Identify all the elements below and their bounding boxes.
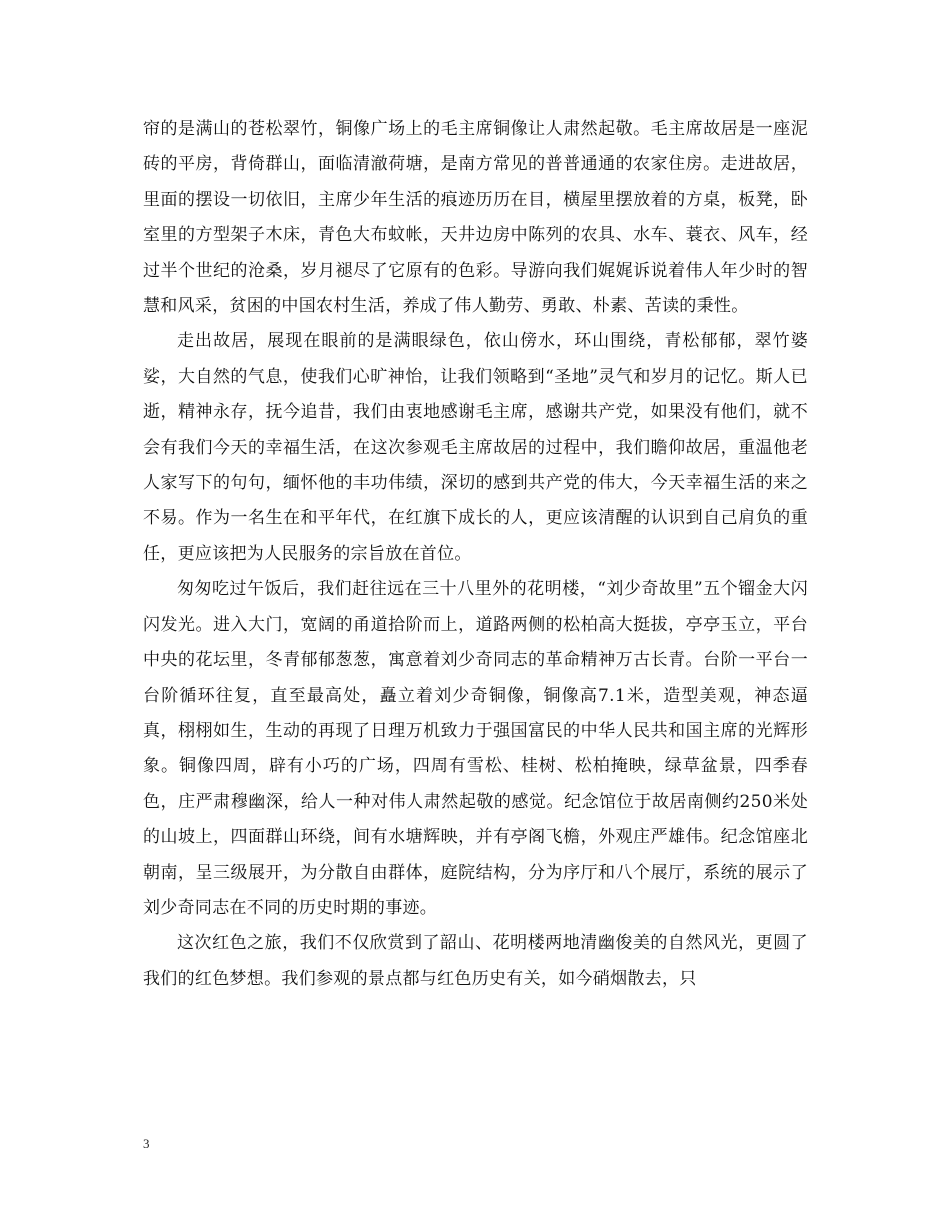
paragraph-shaoshan-residence: 帘的是满山的苍松翠竹，铜像广场上的毛主席铜像让人肃然起敬。毛主席故居是一座泥砖的平房，背倚群山，面临清澈荷塘，是南方常见的普普通通的农家住房。走进故居，里面的摆设一切依旧，主席少年生活的痕迹历历在目，横屋里摆放着的方桌，板凳，卧室里的方型架子木床，青色大布蚊帐，天井边房中陈列的农具、水车、蓑衣、风车，经过半个世纪的沧桑，岁月褪尽了它原有的色彩。导游向我们娓娓诉说着伟人年少时的智慧和风采，贫困的中国农村生活，养成了伟人勤劳、勇敢、朴素、苦读的秉性。	[143, 119, 808, 317]
paragraph-red-tour: 这次红色之旅，我们不仅欣赏到了韶山、花明楼两地清幽俊美的自然风光，更圆了我们的红色梦想。我们参观的景点都与红色历史有关，如今硝烟散去，只	[143, 933, 808, 989]
paragraph-leaving-residence: 走出故居，展现在眼前的是满眼绿色，依山傍水，环山围绕，青松郁郁，翠竹婆娑，大自然的气息，使我们心旷神怡，让我们领略到“圣地”灵气和岁月的记忆。斯人已逝，精神永存，抚今追昔，我们由衷地感谢毛主席，感谢共产党，如果没有他们，就不会有我们今天的幸福生活，在这次参观毛主席故居的过程中，我们瞻仰故居，重温他老人家写下的句句，缅怀他的丰功伟绩，深切的感到共产党的伟大，今天幸福生活的来之不易。作为一名生在和平年代，在红旗下成长的人，更应该清醒的认识到自己肩负的重任，更应该把为人民服务的宗旨放在首位。	[143, 331, 808, 564]
page-number: 3	[143, 1136, 150, 1151]
document-body	[143, 112, 808, 997]
paragraph-huaminglou: 匆匆吃过午饭后，我们赶往远在三十八里外的花明楼，“刘少奇故里”五个镏金大闪闪发光。进入大门，宽阔的甬道拾阶而上，道路两侧的松柏高大挺拔，亭亭玉立，平台中央的花坛里，冬青郁郁葱葱，寓意着刘少奇同志的革命精神万古长青。台阶一平台一台阶循环往复，直至最高处，矗立着刘少奇铜像，铜像高7.1米，造型美观，神态逼真，栩栩如生，生动的再现了日理万机致力于强国富民的中华人民共和国主席的光辉形象。铜像四周，辟有小巧的广场，四周有雪松、桂树、松柏掩映，绿草盆景，四季春色，庄严肃穆幽深，给人一种对伟人肃然起敬的感觉。纪念馆位于故居南侧约250米处的山坡上，四面群山环绕，间有水塘辉映，并有亭阁飞檐，外观庄严雄伟。纪念馆座北朝南，呈三级展开，为分散自由群体，庭院结构，分为序厅和八个展厅，系统的展示了刘少奇同志在不同的历史时期的事迹。	[143, 579, 808, 918]
